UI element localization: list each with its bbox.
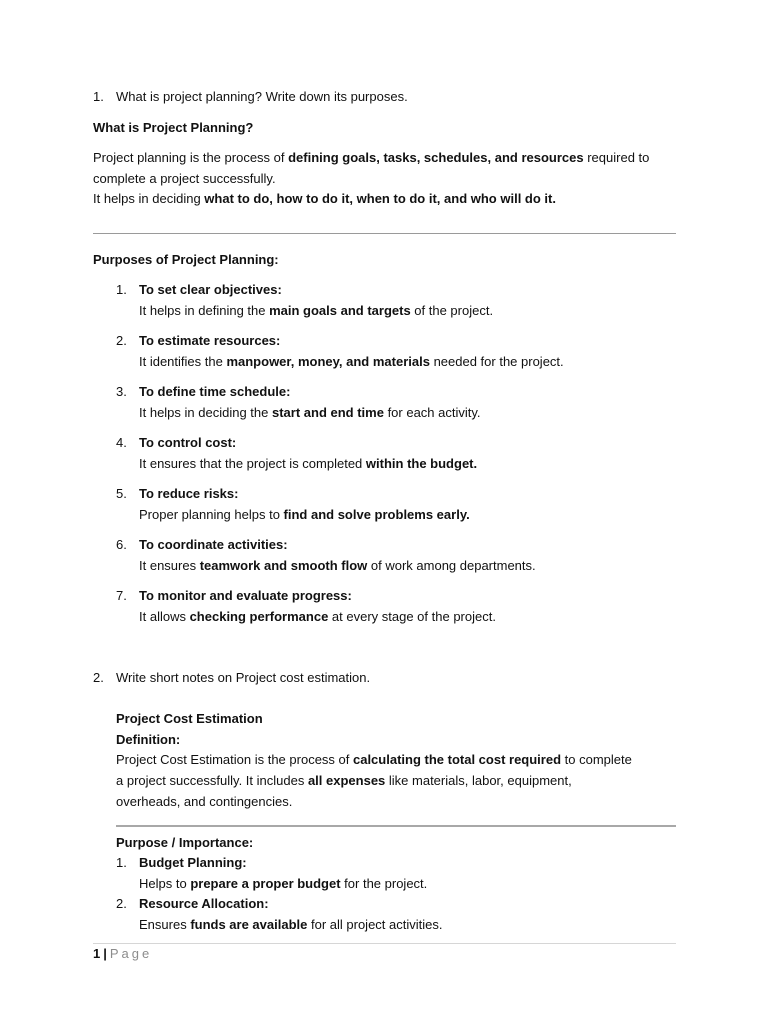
page-footer	[93, 946, 152, 961]
bold-text: all expenses	[307, 773, 386, 788]
purpose-title: To monitor and evaluate progress:	[139, 588, 352, 603]
text-run: Helps to	[139, 876, 191, 891]
purpose-description	[139, 354, 564, 369]
divider-q2	[116, 825, 676, 827]
text-run: Project planning is the process of	[93, 150, 289, 165]
text-run: Ensures	[139, 917, 191, 932]
divider-q1	[93, 233, 676, 234]
text-run: needed for the project.	[429, 354, 564, 369]
purpose-title: To control cost:	[139, 435, 237, 450]
purpose-description	[139, 507, 470, 522]
q2-definition-label: Definition:	[116, 732, 181, 747]
q2-def-line1	[116, 752, 632, 767]
importance-number: 1.	[116, 855, 127, 870]
bold-text: checking performance	[189, 609, 329, 624]
bold-text: within the budget.	[365, 456, 478, 471]
text-run: of work among departments.	[367, 558, 536, 573]
purpose-description	[139, 558, 536, 573]
purpose-number: 2.	[116, 333, 127, 348]
text-run: It identifies the	[139, 354, 227, 369]
purpose-number: 6.	[116, 537, 127, 552]
q1-para-line3	[93, 191, 556, 206]
purpose-title: To estimate resources:	[139, 333, 281, 348]
text-run: It allows	[139, 609, 190, 624]
text-run: It helps in defining the	[139, 303, 270, 318]
purpose-title: To reduce risks:	[139, 486, 239, 501]
page-separator: |	[103, 946, 107, 961]
text-run: of the project.	[410, 303, 494, 318]
bold-text: defining goals, tasks, schedules, and resources	[288, 150, 584, 165]
text-run: It helps in deciding	[93, 191, 205, 206]
purpose-title: To define time schedule:	[139, 384, 291, 399]
q1-para-line1	[93, 150, 649, 165]
bold-text: manpower, money, and materials	[226, 354, 430, 369]
bold-text: prepare a proper budget	[190, 876, 341, 891]
bold-text: find and solve problems early.	[283, 507, 470, 522]
purpose-number: 3.	[116, 384, 127, 399]
importance-heading: Purpose / Importance:	[116, 835, 254, 850]
text-run: for all project activities.	[307, 917, 443, 932]
purpose-title: To set clear objectives:	[139, 282, 282, 297]
purpose-number: 4.	[116, 435, 127, 450]
bold-text: calculating the total cost required	[352, 752, 562, 767]
q2-def-line3	[116, 794, 292, 809]
text-run: at every stage of the project.	[328, 609, 496, 624]
purpose-number: 7.	[116, 588, 127, 603]
page-label: Page	[109, 946, 153, 961]
bold-text: main goals and targets	[269, 303, 411, 318]
text-run: required to	[583, 150, 650, 165]
text-run: Proper planning helps to	[139, 507, 284, 522]
q1-question: What is project planning? Write down its purposes.	[116, 89, 408, 104]
q1-para-line2	[93, 171, 276, 186]
bold-text: what to do, how to do it, when to do it, and who will do it.	[204, 191, 556, 206]
q2-heading: Project Cost Estimation	[116, 711, 263, 726]
purpose-description	[139, 303, 493, 318]
q2-def-line2	[116, 773, 572, 788]
q1-number: 1.	[93, 89, 104, 104]
text-run: to complete	[561, 752, 632, 767]
purpose-number: 1.	[116, 282, 127, 297]
text-run: like materials, labor, equipment,	[385, 773, 572, 788]
purpose-description	[139, 405, 481, 420]
text-run: overheads, and contingencies.	[116, 794, 293, 809]
importance-description	[139, 917, 442, 932]
text-run: complete a project successfully.	[93, 171, 276, 186]
text-run: It helps in deciding the	[139, 405, 272, 420]
importance-title: Resource Allocation:	[139, 896, 269, 911]
q2-question: Write short notes on Project cost estimation.	[116, 670, 371, 685]
purposes-heading: Purposes of Project Planning:	[93, 252, 279, 267]
importance-description	[139, 876, 427, 891]
bold-text: start and end time	[271, 405, 384, 420]
text-run: for the project.	[340, 876, 428, 891]
text-run: a project successfully. It includes	[116, 773, 308, 788]
footer-divider	[93, 943, 676, 944]
purpose-title: To coordinate activities:	[139, 537, 288, 552]
text-run: Project Cost Estimation is the process of	[116, 752, 353, 767]
page-number: 1	[93, 946, 101, 961]
bold-text: funds are available	[190, 917, 308, 932]
importance-title: Budget Planning:	[139, 855, 247, 870]
bold-text: teamwork and smooth flow	[199, 558, 368, 573]
text-run: for each activity.	[383, 405, 481, 420]
q1-heading: What is Project Planning?	[93, 120, 254, 135]
purpose-description	[139, 609, 496, 624]
purpose-description	[139, 456, 477, 471]
importance-number: 2.	[116, 896, 127, 911]
text-run: It ensures	[139, 558, 200, 573]
q2-number: 2.	[93, 670, 104, 685]
text-run: It ensures that the project is completed	[139, 456, 366, 471]
purpose-number: 5.	[116, 486, 127, 501]
